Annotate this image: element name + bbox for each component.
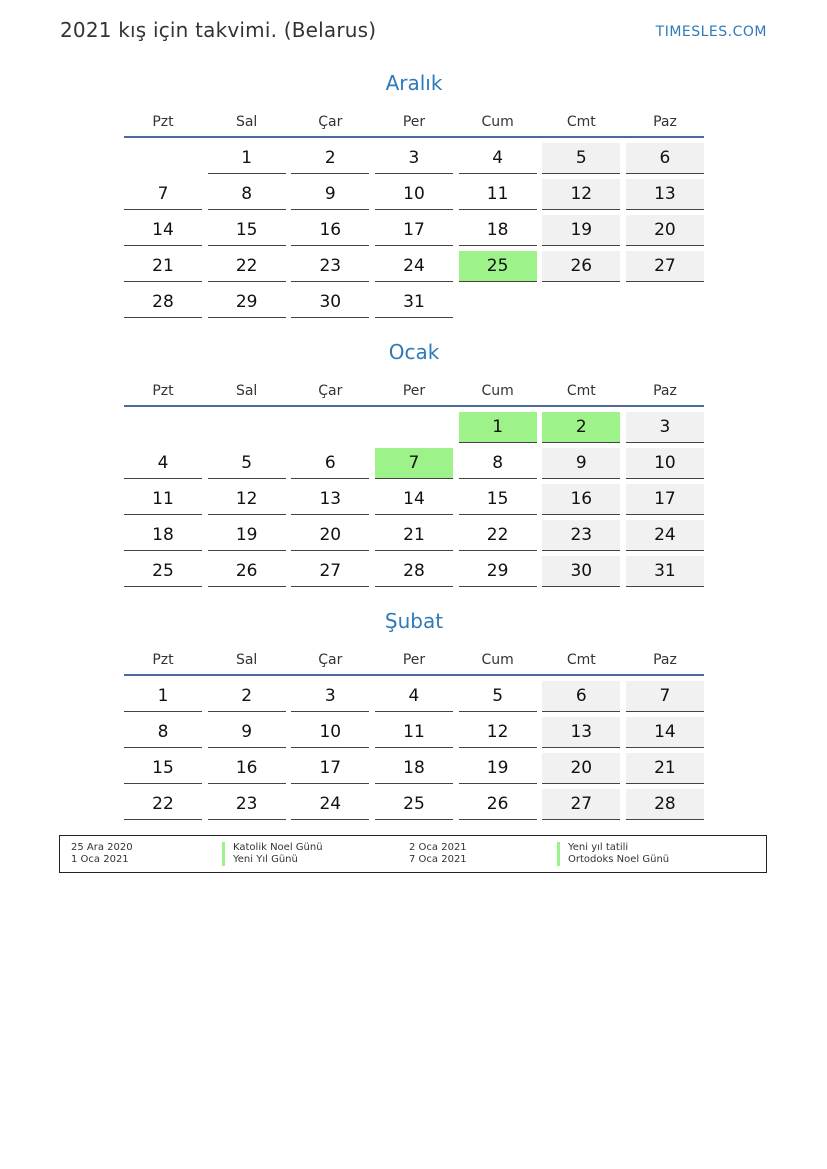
holiday-day-cell: 1 (459, 412, 537, 443)
day-cell: 2 (291, 143, 369, 174)
day-cell: 24 (291, 789, 369, 820)
day-cell: 19 (542, 215, 620, 246)
legend-names-col2 (557, 842, 669, 866)
day-cell: 5 (459, 681, 537, 712)
day-cell: 22 (459, 520, 537, 551)
day-cell: 1 (124, 681, 202, 712)
empty-day-cell (542, 287, 620, 318)
day-cell: 23 (542, 520, 620, 551)
day-cell: 15 (459, 484, 537, 515)
day-cell: 7 (124, 179, 202, 210)
month-february (124, 606, 704, 825)
day-cell: 10 (626, 448, 704, 479)
day-cell: 12 (459, 717, 537, 748)
day-cell: 23 (291, 251, 369, 282)
day-cell: 1 (208, 143, 286, 174)
day-cell: 8 (124, 717, 202, 748)
legend-dates-col1 (71, 842, 133, 866)
day-cell: 5 (542, 143, 620, 174)
legend-holiday-name: Yeni yıl tatili (557, 842, 669, 854)
day-cell: 26 (542, 251, 620, 282)
empty-day-cell (124, 412, 202, 443)
day-cell: 5 (208, 448, 286, 479)
day-cell: 29 (208, 287, 286, 318)
day-cell: 18 (459, 215, 537, 246)
day-cell: 26 (208, 556, 286, 587)
day-cell: 21 (124, 251, 202, 282)
day-cell: 15 (124, 753, 202, 784)
holiday-day-cell: 7 (375, 448, 453, 479)
day-cell: 19 (459, 753, 537, 784)
day-cell: 11 (375, 717, 453, 748)
day-cell: 18 (124, 520, 202, 551)
day-cell: 27 (542, 789, 620, 820)
day-cell: 25 (124, 556, 202, 587)
day-cell: 8 (459, 448, 537, 479)
day-cell: 6 (291, 448, 369, 479)
day-cell: 17 (375, 215, 453, 246)
weekday-label: Cum (481, 383, 514, 399)
weekday-label: Per (402, 383, 426, 399)
day-cell: 22 (208, 251, 286, 282)
day-cell: 27 (291, 556, 369, 587)
weekday-label: Paz (653, 114, 677, 130)
day-cell: 13 (542, 717, 620, 748)
day-cell: 10 (291, 717, 369, 748)
day-cell: 28 (124, 287, 202, 318)
legend-names-col1 (222, 842, 323, 866)
holiday-legend (59, 835, 767, 873)
day-cell: 25 (375, 789, 453, 820)
day-cell: 11 (459, 179, 537, 210)
day-grid (124, 412, 704, 592)
day-cell: 24 (375, 251, 453, 282)
legend-holiday-name: Katolik Noel Günü (222, 842, 323, 854)
month-title: Ocak (388, 340, 440, 364)
day-cell: 13 (626, 179, 704, 210)
brand-link[interactable]: TIMESLES.COM (655, 24, 767, 40)
empty-day-cell (459, 287, 537, 318)
weekday-label: Pzt (152, 652, 174, 668)
empty-day-cell (375, 412, 453, 443)
day-cell: 30 (291, 287, 369, 318)
legend-dates-col2 (409, 842, 467, 866)
weekday-label: Çar (318, 383, 343, 399)
day-cell: 13 (291, 484, 369, 515)
day-cell: 18 (375, 753, 453, 784)
weekday-label: Per (402, 114, 426, 130)
day-cell: 24 (626, 520, 704, 551)
day-cell: 3 (291, 681, 369, 712)
day-grid (124, 681, 704, 825)
weekday-label: Paz (653, 383, 677, 399)
month-december (124, 68, 704, 323)
empty-day-cell (124, 143, 202, 174)
day-cell: 21 (375, 520, 453, 551)
month-title: Aralık (385, 71, 443, 95)
day-cell: 31 (626, 556, 704, 587)
weekday-label: Cum (481, 114, 514, 130)
day-cell: 15 (208, 215, 286, 246)
day-cell: 20 (291, 520, 369, 551)
day-cell: 14 (375, 484, 453, 515)
legend-date: 25 Ara 2020 (71, 842, 133, 853)
day-cell: 16 (542, 484, 620, 515)
day-cell: 28 (626, 789, 704, 820)
day-cell: 3 (375, 143, 453, 174)
day-cell: 4 (459, 143, 537, 174)
weekday-label: Sal (235, 114, 258, 130)
month-january (124, 337, 704, 592)
day-cell: 31 (375, 287, 453, 318)
weekday-header (124, 640, 704, 676)
legend-date: 1 Oca 2021 (71, 854, 129, 865)
weekday-label: Cmt (566, 383, 596, 399)
weekday-label: Per (402, 652, 426, 668)
day-cell: 11 (124, 484, 202, 515)
day-cell: 17 (626, 484, 704, 515)
legend-holiday-name: Ortodoks Noel Günü (557, 854, 669, 866)
day-cell: 30 (542, 556, 620, 587)
day-cell: 21 (626, 753, 704, 784)
legend-date: 2 Oca 2021 (409, 842, 467, 853)
weekday-label: Çar (318, 652, 343, 668)
day-cell: 8 (208, 179, 286, 210)
page-title: 2021 kış için takvimi. (Belarus) (60, 18, 377, 42)
day-cell: 12 (542, 179, 620, 210)
day-cell: 4 (375, 681, 453, 712)
day-cell: 4 (124, 448, 202, 479)
day-cell: 16 (291, 215, 369, 246)
day-cell: 26 (459, 789, 537, 820)
empty-day-cell (291, 412, 369, 443)
day-cell: 7 (626, 681, 704, 712)
day-cell: 22 (124, 789, 202, 820)
weekday-header (124, 102, 704, 138)
month-title: Şubat (384, 609, 444, 633)
weekday-label: Pzt (152, 114, 174, 130)
empty-day-cell (208, 412, 286, 443)
day-cell: 20 (542, 753, 620, 784)
day-grid (124, 143, 704, 323)
day-cell: 23 (208, 789, 286, 820)
day-cell: 27 (626, 251, 704, 282)
day-cell: 29 (459, 556, 537, 587)
weekday-label: Çar (318, 114, 343, 130)
holiday-day-cell: 25 (459, 251, 537, 282)
day-cell: 3 (626, 412, 704, 443)
day-cell: 9 (542, 448, 620, 479)
weekday-label: Sal (235, 383, 258, 399)
empty-day-cell (626, 287, 704, 318)
legend-date: 7 Oca 2021 (409, 854, 467, 865)
day-cell: 12 (208, 484, 286, 515)
weekday-header (124, 371, 704, 407)
day-cell: 19 (208, 520, 286, 551)
day-cell: 14 (124, 215, 202, 246)
day-cell: 16 (208, 753, 286, 784)
day-cell: 6 (542, 681, 620, 712)
weekday-label: Cum (481, 652, 514, 668)
weekday-label: Cmt (566, 652, 596, 668)
weekday-label: Pzt (152, 383, 174, 399)
weekday-label: Paz (653, 652, 677, 668)
day-cell: 2 (208, 681, 286, 712)
day-cell: 20 (626, 215, 704, 246)
day-cell: 9 (208, 717, 286, 748)
day-cell: 6 (626, 143, 704, 174)
day-cell: 9 (291, 179, 369, 210)
weekday-label: Sal (235, 652, 258, 668)
day-cell: 14 (626, 717, 704, 748)
day-cell: 28 (375, 556, 453, 587)
weekday-label: Cmt (566, 114, 596, 130)
legend-holiday-name: Yeni Yıl Günü (222, 854, 323, 866)
day-cell: 10 (375, 179, 453, 210)
day-cell: 17 (291, 753, 369, 784)
holiday-day-cell: 2 (542, 412, 620, 443)
